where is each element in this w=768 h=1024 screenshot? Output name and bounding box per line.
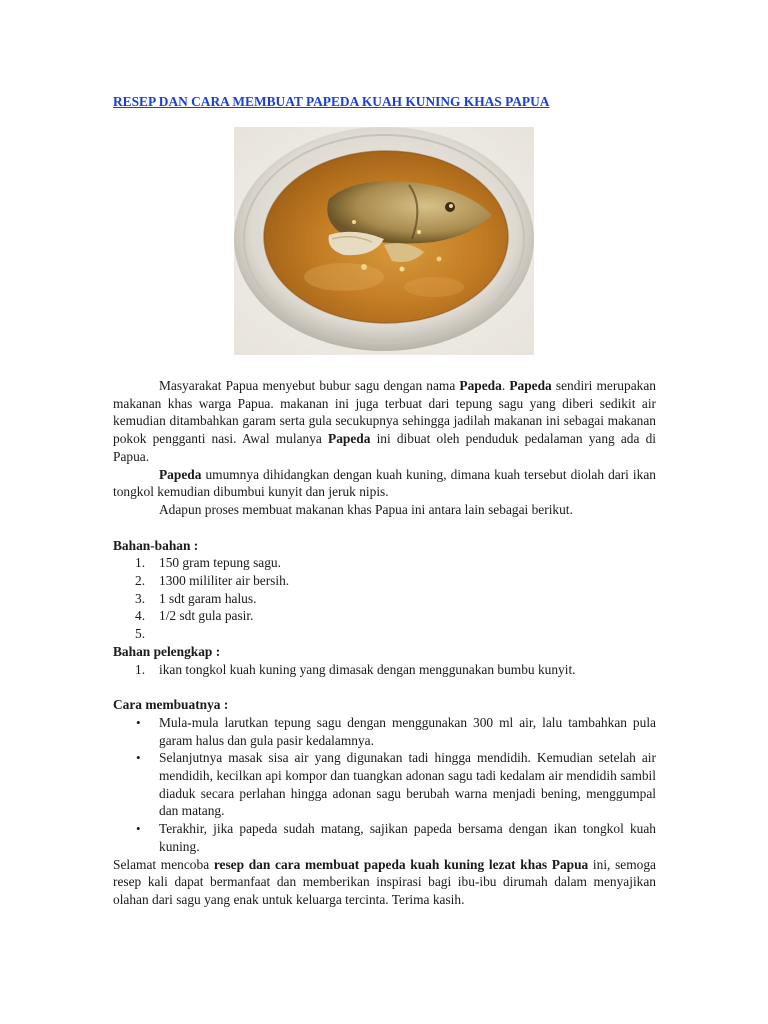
list-item [113, 714, 656, 749]
list-number: 5. [135, 626, 146, 642]
list-item [113, 607, 656, 625]
closing-text-a: Selamat mencoba [113, 856, 214, 872]
list-item [113, 554, 656, 572]
list-item [113, 590, 656, 608]
list-number: 4. [135, 608, 146, 624]
list-item-text: 1 sdt garam halus. [159, 590, 257, 606]
closing-text-b: ini, semoga resep kali dapat bermanfaat dan memberikan inspirasi bagi ibu-ibu dirumah dalam menyajikan olahan dari sagu yang enak untuk keluarga tercinta. Terima kasih. [113, 856, 656, 907]
bullet-icon: • [136, 750, 141, 766]
intro-paragraph-1 [113, 377, 656, 466]
list-item-text: Selanjutnya masak sisa air yang digunakan tadi hingga mendidih. Kemudian setelah air mendidih, kecilkan api kompor dan tuangkan adonan sagu tadi kedalam air mendidih sambil diaduk secara perlahan hingga adonan sagu berubah warna menjadi bening, menggumpal dan matang. [159, 750, 656, 819]
steps-list [113, 714, 656, 856]
list-number: 2. [135, 573, 146, 589]
list-item [113, 820, 656, 855]
list-item [113, 572, 656, 590]
closing-paragraph [113, 856, 656, 909]
intro-1-text-b: . [501, 378, 510, 393]
intro-paragraph-2 [113, 466, 656, 501]
intro-1-text-c: sendiri merupakan makanan khas warga Papua. makanan ini juga terbuat dari tepung sagu yang diberi sedikit air kemudian ditambahkan garam serta gula secukupnya sehingga jadilah makanan ini sebagai makanan pokok pengganti nasi. Awal mulanya [113, 378, 656, 447]
list-item [113, 749, 656, 820]
intro-1-bold-papeda-b: Papeda [509, 378, 552, 393]
recipe-body [113, 377, 656, 909]
bullet-icon: • [136, 821, 141, 837]
ingredients-heading: Bahan-bahan : [113, 537, 199, 553]
complement-list [113, 661, 656, 679]
intro-1-text-a: Masyarakat Papua menyebut bubur sagu dengan nama [159, 378, 460, 393]
list-item-text: 150 gram tepung sagu. [159, 555, 281, 571]
list-item [113, 661, 656, 679]
list-number: 3. [135, 590, 146, 606]
intro-2-text: umumnya dihidangkan dengan kuah kuning, dimana kuah tersebut diolah dari ikan tongkol kemudian dibumbui kunyit dan jeruk nipis. [113, 466, 656, 500]
list-item-text: Mula-mula larutkan tepung sagu dengan menggunakan 300 ml air, lalu tambahkan pula garam halus dan gula pasir kedalamnya. [159, 714, 656, 748]
page-title-link[interactable]: RESEP DAN CARA MEMBUAT PAPEDA KUAH KUNING KHAS PAPUA [113, 94, 550, 109]
intro-2-bold-papeda: Papeda [159, 466, 202, 482]
list-item-text: 1/2 sdt gula pasir. [159, 608, 254, 624]
bullet-icon: • [136, 714, 141, 730]
steps-heading: Cara membuatnya : [113, 697, 229, 713]
intro-1-bold-papeda-c: Papeda [328, 431, 371, 447]
list-item [113, 625, 656, 643]
list-number: 1. [135, 661, 146, 677]
complement-heading: Bahan pelengkap : [113, 643, 221, 659]
list-item-text: ikan tongkol kuah kuning yang dimasak dengan menggunakan bumbu kunyit. [159, 661, 576, 677]
list-item-text: Terakhir, jika papeda sudah matang, sajikan papeda bersama dengan ikan tongkol kuah kuning. [159, 821, 656, 854]
closing-bold-phrase: resep dan cara membuat papeda kuah kuning lezat khas Papua [213, 856, 589, 872]
papeda-dish-photo [234, 127, 534, 355]
intro-paragraph-3: Adapun proses membuat makanan khas Papua ini antara lain sebagai berikut. [159, 501, 573, 517]
intro-1-bold-papeda-a: Papeda [459, 378, 502, 393]
list-number: 1. [135, 555, 146, 571]
ingredients-list [113, 554, 656, 643]
intro-1-text-d: ini dibuat oleh penduduk pedalaman yang ada di Papua. [113, 431, 656, 464]
list-item-text: 1300 mililiter air bersih. [159, 573, 290, 589]
